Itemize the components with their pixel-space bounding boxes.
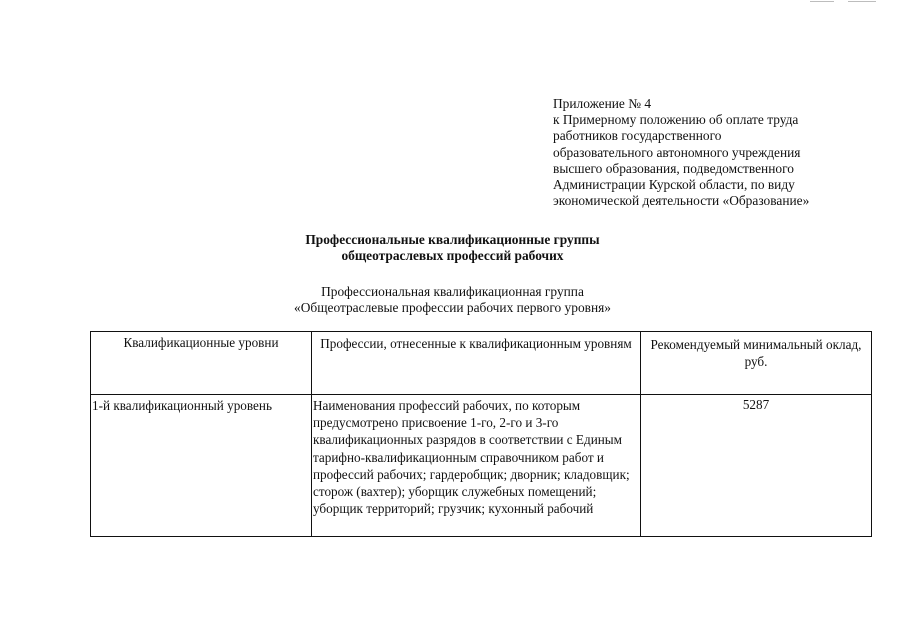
- subtitle-line: «Общеотраслевые профессии рабочих первого уровня»: [294, 300, 611, 316]
- group-subtitle: [0, 284, 905, 316]
- appendix-note: [553, 96, 883, 209]
- appendix-line: Администрации Курской области, по виду: [553, 177, 795, 193]
- appendix-line: экономической деятельности «Образование»: [553, 193, 810, 209]
- cell-professions: Наименования профессий рабочих, по которым предусмотрено присвоение 1-го, 2-го и 3-го квалификационных разрядов в соответствии с Единым тарифно-квалификационным справочником работ и профессий рабочих; гардеробщик; дворник; кладовщик; сторож (вахтер); уборщик служебных помещений; уборщик территорий; грузчик; кухонный рабочий: [312, 395, 641, 537]
- title-line: общеотраслевых профессий рабочих: [341, 248, 564, 264]
- appendix-line: работников государственного: [553, 128, 722, 144]
- table-header-row: [91, 332, 872, 395]
- title-line: Профессиональные квалификационные группы: [305, 232, 600, 247]
- cell-level: 1-й квалификационный уровень: [91, 395, 312, 537]
- document-title: [0, 232, 905, 264]
- table-row: [91, 395, 872, 537]
- header-label: Рекомендуемый минимальный оклад, руб.: [650, 337, 862, 370]
- header-qualification-levels: [91, 332, 312, 395]
- qualification-table: [90, 331, 872, 537]
- appendix-line: к Примерному положению об оплате труда: [553, 112, 799, 128]
- scan-edge-marks: [810, 0, 880, 4]
- header-min-salary: [641, 332, 872, 395]
- subtitle-line: Профессиональная квалификационная группа: [321, 284, 584, 299]
- header-label: Квалификационные уровни: [123, 335, 279, 350]
- header-label: Профессии, отнесенные к квалификационным уровням: [320, 336, 632, 351]
- appendix-line: образовательного автономного учреждения: [553, 144, 801, 160]
- appendix-line: высшего образования, подведомственного: [553, 160, 794, 176]
- appendix-number: Приложение № 4: [553, 96, 652, 111]
- header-professions: [312, 332, 641, 395]
- cell-salary: 5287: [641, 395, 872, 537]
